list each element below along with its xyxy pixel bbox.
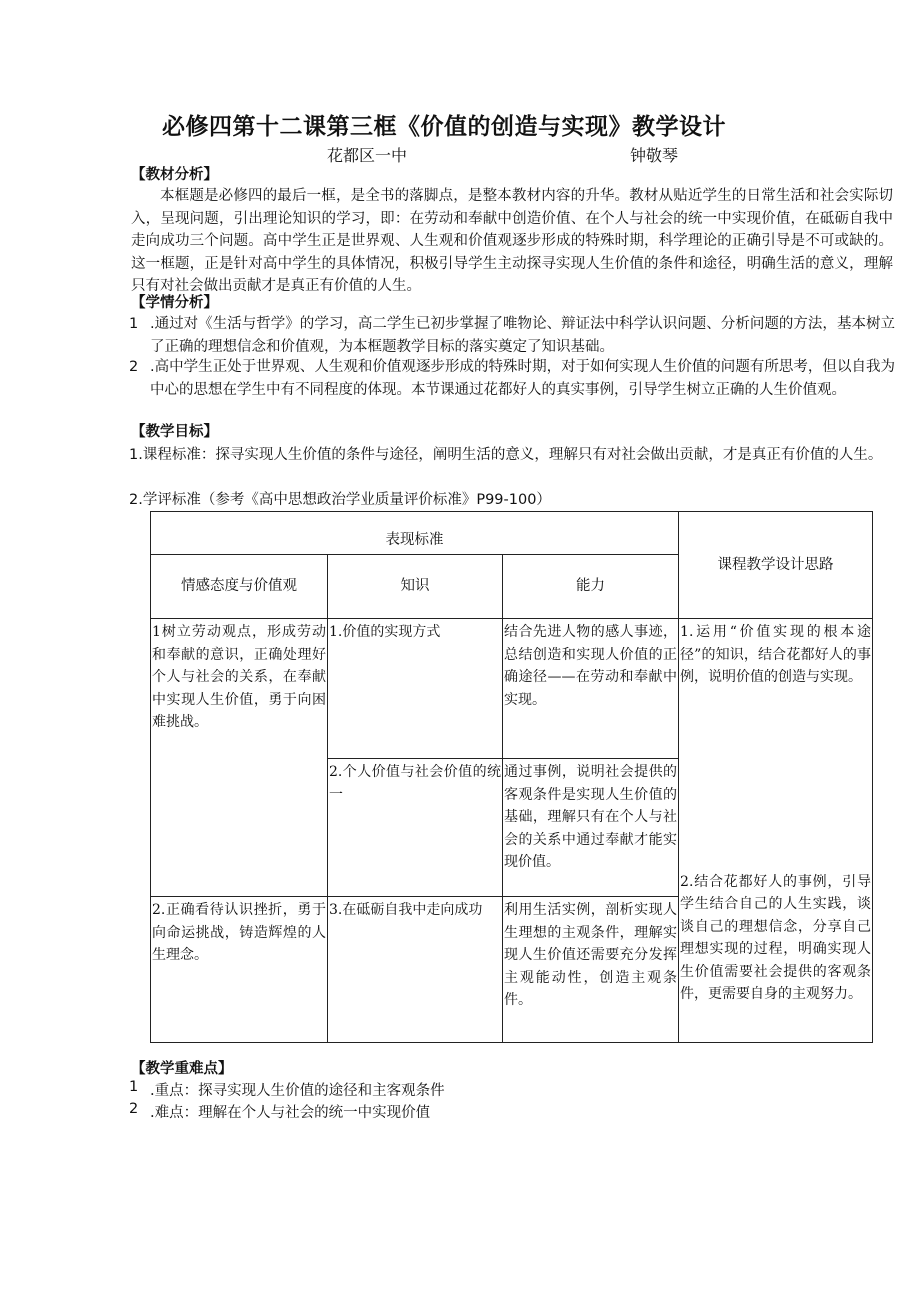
- difficulty-point-text: .难点：理解在个人与社会的统一中实现价值: [150, 1105, 431, 1121]
- emotion-cell: 2.正确看待认识挫折，勇于向命运挑战，铸造辉煌的人生理念。: [151, 897, 328, 1043]
- teaching-goals-heading: 【教学目标】: [131, 424, 218, 440]
- design-cell-text: 2.结合花都好人的事例，引导学生结合自己的人生实践，谈谈自己的理想信念，分享自己理想实现的过程，明确实现人生价值需要社会提供的客观条件，更需要自身的主观努力。: [680, 873, 872, 1003]
- item-number: 2: [129, 359, 139, 375]
- textbook-analysis-text: 本框题是必修四的最后一框，是全书的落脚点，是整本教材内容的升华。教材从贴近学生的日常生活和社会实际切入，呈现问题，引出理论知识的学习，即：在劳动和奉献中创造价值、在个人与社会的统一中实现价值，在砥砺自我中走向成功三个问题。高中学生正是世界观、人生观和价值观逐步形成的特殊时期，科学理论的正确引导是不可或缺的。这一框题，正是针对高中学生的具体情况，积极引导学生主动探寻实现人生价值的条件和途径，明确生活的意义，理解只有对社会做出贡献才是真正有价值的人生。: [131, 188, 893, 295]
- item-text: .高中学生正处于世界观、人生观和价值观逐步形成的特殊时期，对于如何实现人生价值的问题有所思考，但以自我为中心的思想在学生中有不同程度的体现。本节课通过花都好人的真实事例，引导学生树立正确的人生价值观。: [150, 359, 895, 398]
- standards-table: [150, 511, 873, 1043]
- knowledge-cell: 1.价值的实现方式: [328, 619, 503, 759]
- ability-cell: 利用生活实例，剖析实现人生理想的主观条件，理解实现人生价值还需要充分发挥主观能动性，创造主观条件。: [503, 897, 679, 1043]
- course-standard: 1.课程标准：探寻实现人生价值的条件与途径，阐明生活的意义，理解只有对社会做出贡献，才是真正有价值的人生。: [129, 447, 883, 463]
- knowledge-cell: 3.在砥砺自我中走向成功: [328, 897, 503, 1043]
- student-analysis-heading: 【学情分析】: [131, 295, 218, 311]
- school-name: 花都区一中: [327, 146, 408, 165]
- knowledge-header: 知识: [328, 555, 503, 619]
- performance-standard-header: 表现标准: [151, 512, 679, 555]
- document-title: 必修四第十二课第三框《价值的创造与实现》教学设计: [162, 114, 726, 140]
- design-cell: [679, 873, 873, 1043]
- key-point-text: .重点：探寻实现人生价值的途径和主客观条件: [150, 1083, 445, 1099]
- item-text: .通过对《生活与哲学》的学习，高二学生已初步掌握了唯物论、辩证法中科学认识问题、分析问题的方法，基本树立了正确的理想信念和价值观，为本框题教学目标的落实奠定了知识基础。: [150, 316, 895, 355]
- textbook-analysis-heading: 【教材分析】: [131, 167, 218, 183]
- author-name: 钟敬琴: [630, 146, 679, 165]
- evaluation-standard: 2.学评标准（参考《高中思想政治学业质量评价标准》P99-100）: [129, 492, 551, 508]
- ability-header: 能力: [503, 555, 679, 619]
- difficulty-point-number: 2: [129, 1101, 139, 1117]
- student-analysis-item: [129, 313, 895, 358]
- design-approach-header: 课程教学设计思路: [679, 512, 873, 619]
- key-points-heading: 【教学重难点】: [131, 1061, 233, 1077]
- design-cell: 1.运用“价值实现的根本途径”的知识，结合花都好人的事例，说明价值的创造与实现。: [679, 619, 873, 897]
- key-point-number: 1: [129, 1079, 139, 1095]
- ability-cell: 通过事例，说明社会提供的客观条件是实现人生价值的基础，理解只有在个人与社会的关系中通过奉献才能实现价值。: [503, 759, 679, 897]
- emotion-cell: 1树立劳动观点，形成劳动和奉献的意识，正确处理好个人与社会的关系，在奉献中实现人生价值，勇于向困难挑战。: [151, 619, 328, 897]
- item-number: 1: [129, 316, 139, 332]
- student-analysis-item: [129, 356, 895, 401]
- ability-cell: 结合先进人物的感人事迹，总结创造和实现人价值的正确途径——在劳动和奉献中实现。: [503, 619, 679, 759]
- emotion-values-header: 情感态度与价值观: [151, 555, 328, 619]
- knowledge-cell: 2.个人价值与社会价值的统一: [328, 759, 503, 897]
